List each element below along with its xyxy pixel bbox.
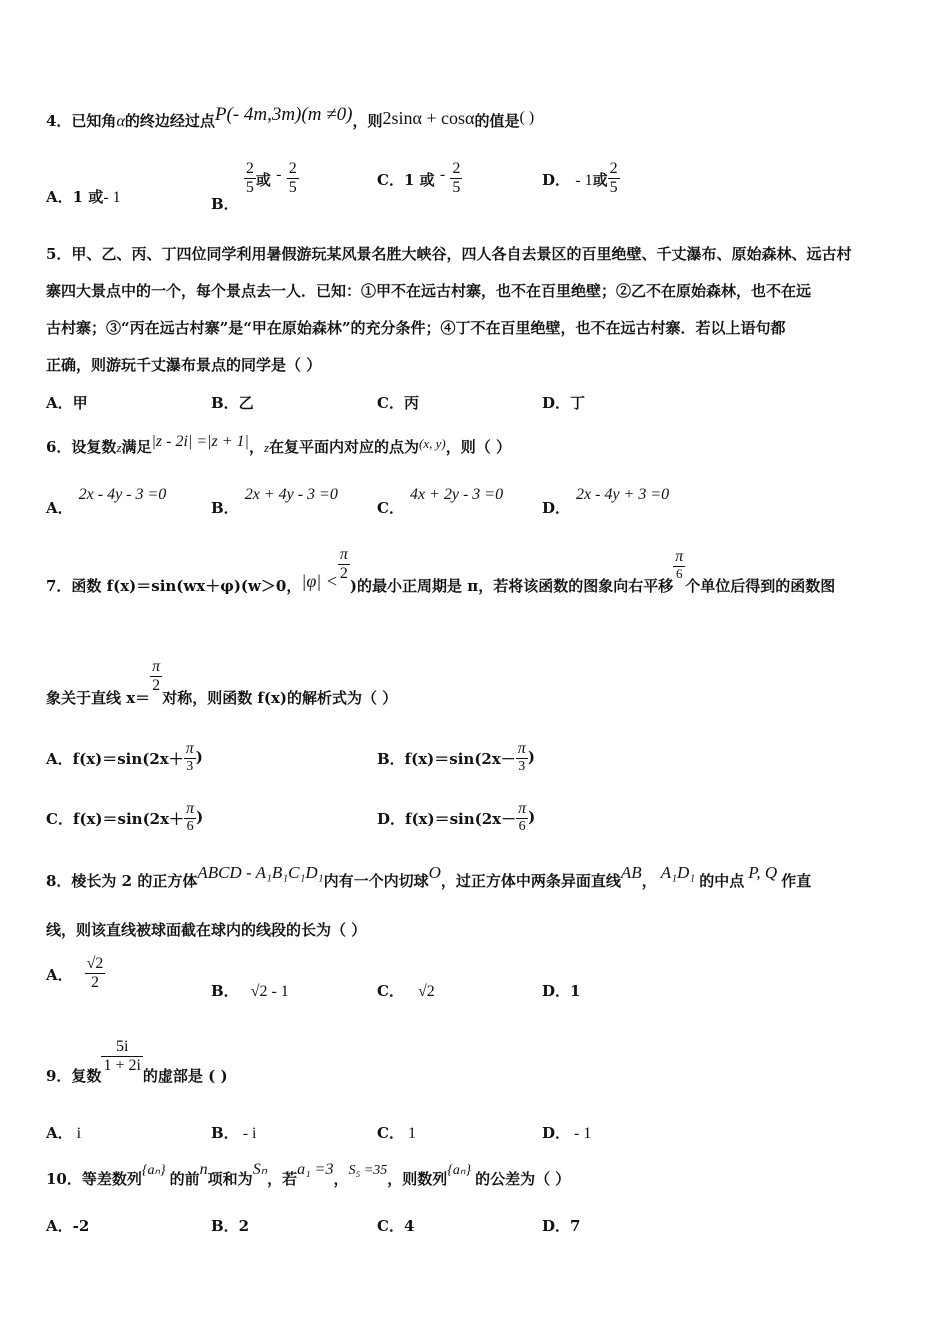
q6-stem: 6．设复数z满足|z - 2i| =|z + 1|，z在复平面内对应的点为(x, y)，则（ ） xyxy=(46,433,511,456)
fraction: $\frac{2}{5}$ xyxy=(452,160,461,197)
q5-option-c[interactable]: C．丙 xyxy=(377,394,419,412)
q9-stem: 9．复数 $\frac{5i}{1 + 2i}$ 的虚部是 ( ) xyxy=(46,1038,228,1085)
q9-option-d[interactable]: D． - 1 xyxy=(542,1124,592,1142)
q7-option-b[interactable]: B．f(x)＝sin(2x－ $\frac{\pi}{3}$ ) xyxy=(377,740,535,775)
q8-option-a[interactable]: A． $\frac{√2}{2}$ xyxy=(46,955,104,992)
q4-stem: 4．已知角α的终边经过点P(- 4m,3m)(m ≠0)，则2sinα + cosα的值是( ) xyxy=(46,104,535,130)
q8-stem-line1: 8．棱长为 2 的正方体ABCD - A₁B₁C₁D₁内有一个内切球O，过正方体中两条异面直线AB， A₁D₁ 的中点 P, Q 作直 xyxy=(46,863,812,890)
q8-stem-line2: 线，则该直线被球面截在球内的线段的长为（ ） xyxy=(46,921,367,939)
q7-stem-line1: 7．函数 f(x)＝sin(wx＋φ)(w＞0，|φ| < $\frac{\pi}{2}$ )的最小正周期是 π，若将该函数的图象向右平移 $\frac{\pi}{6}$ 个单位后得到的函数图 xyxy=(46,546,836,595)
q7-option-a[interactable]: A．f(x)＝sin(2x＋ $\frac{\pi}{3}$ ) xyxy=(46,740,203,775)
q4-option-c[interactable]: C．1 或 - $\frac{2}{5}$ xyxy=(377,160,461,197)
q7-option-c[interactable]: C．f(x)＝sin(2x＋ $\frac{\pi}{6}$ ) xyxy=(46,800,204,835)
q5-stem: 5．甲、乙、丙、丁四位同学利用暑假游玩某风景名胜大峡谷，四人各自去景区的百里绝壁、千丈瀑布、原始森林、远古村 寨四大景点中的一个，每个景点去一人．已知：①甲不在远古村寨，也不在百里绝壁；②乙不在原始森林，也不在远 古村寨；③“丙在远古村寨”是“甲在原始森林”的充分条件；④丁不在百里绝壁，也不在远古村寨．若以上语句都 正确，则游玩千丈瀑布景点的同学是（ ） xyxy=(46,245,852,374)
q5-option-d[interactable]: D．丁 xyxy=(542,394,586,412)
q4-option-a[interactable]: A．1 或- 1 xyxy=(46,188,121,206)
q8-option-d[interactable]: D．1 xyxy=(542,982,581,1000)
q4-option-b[interactable]: B． $\frac{2}{5}$ 或 - $\frac{2}{5}$ xyxy=(211,160,297,213)
q10-option-a[interactable]: A．-2 xyxy=(46,1217,90,1235)
q7-option-d[interactable]: D．f(x)＝sin(2x－ $\frac{\pi}{6}$ ) xyxy=(377,800,536,835)
q6-option-b[interactable]: B．2x + 4y - 3 =0 xyxy=(211,486,338,517)
q9-option-c[interactable]: C． 1 xyxy=(377,1124,416,1142)
q4-option-d[interactable]: D． - 1或 $\frac{2}{5}$ xyxy=(542,160,618,197)
q8-option-b[interactable]: B． √2 - 1 xyxy=(211,982,289,1000)
fraction: $\frac{2}{5}$ xyxy=(288,160,297,197)
q6-option-d[interactable]: D．2x - 4y + 3 =0 xyxy=(542,486,670,517)
q5-option-a[interactable]: A．甲 xyxy=(46,394,88,412)
q10-stem: 10．等差数列{aₙ} 的前n项和为Sₙ，若a₁ =3，S₅ =35，则数列{aₙ} 的公差为（ ） xyxy=(46,1161,571,1188)
q10-option-c[interactable]: C．4 xyxy=(377,1217,415,1235)
q10-option-b[interactable]: B．2 xyxy=(211,1217,250,1235)
q7-stem-line2: 象关于直线 x＝ $\frac{\pi}{2}$ 对称，则函数 f(x)的解析式为（ ） xyxy=(46,658,398,707)
fraction: $\frac{2}{5}$ xyxy=(609,160,618,197)
q6-option-c[interactable]: C．4x + 2y - 3 =0 xyxy=(377,486,504,517)
q8-option-c[interactable]: C． √2 xyxy=(377,982,435,1000)
q5-option-b[interactable]: B．乙 xyxy=(211,394,254,412)
q10-option-d[interactable]: D．7 xyxy=(542,1217,581,1235)
q9-option-a[interactable]: A． i xyxy=(46,1124,82,1142)
q6-option-a[interactable]: A．2x - 4y - 3 =0 xyxy=(46,486,167,517)
fraction: $\frac{2}{5}$ xyxy=(245,160,254,197)
q9-option-b[interactable]: B． - i xyxy=(211,1124,257,1142)
